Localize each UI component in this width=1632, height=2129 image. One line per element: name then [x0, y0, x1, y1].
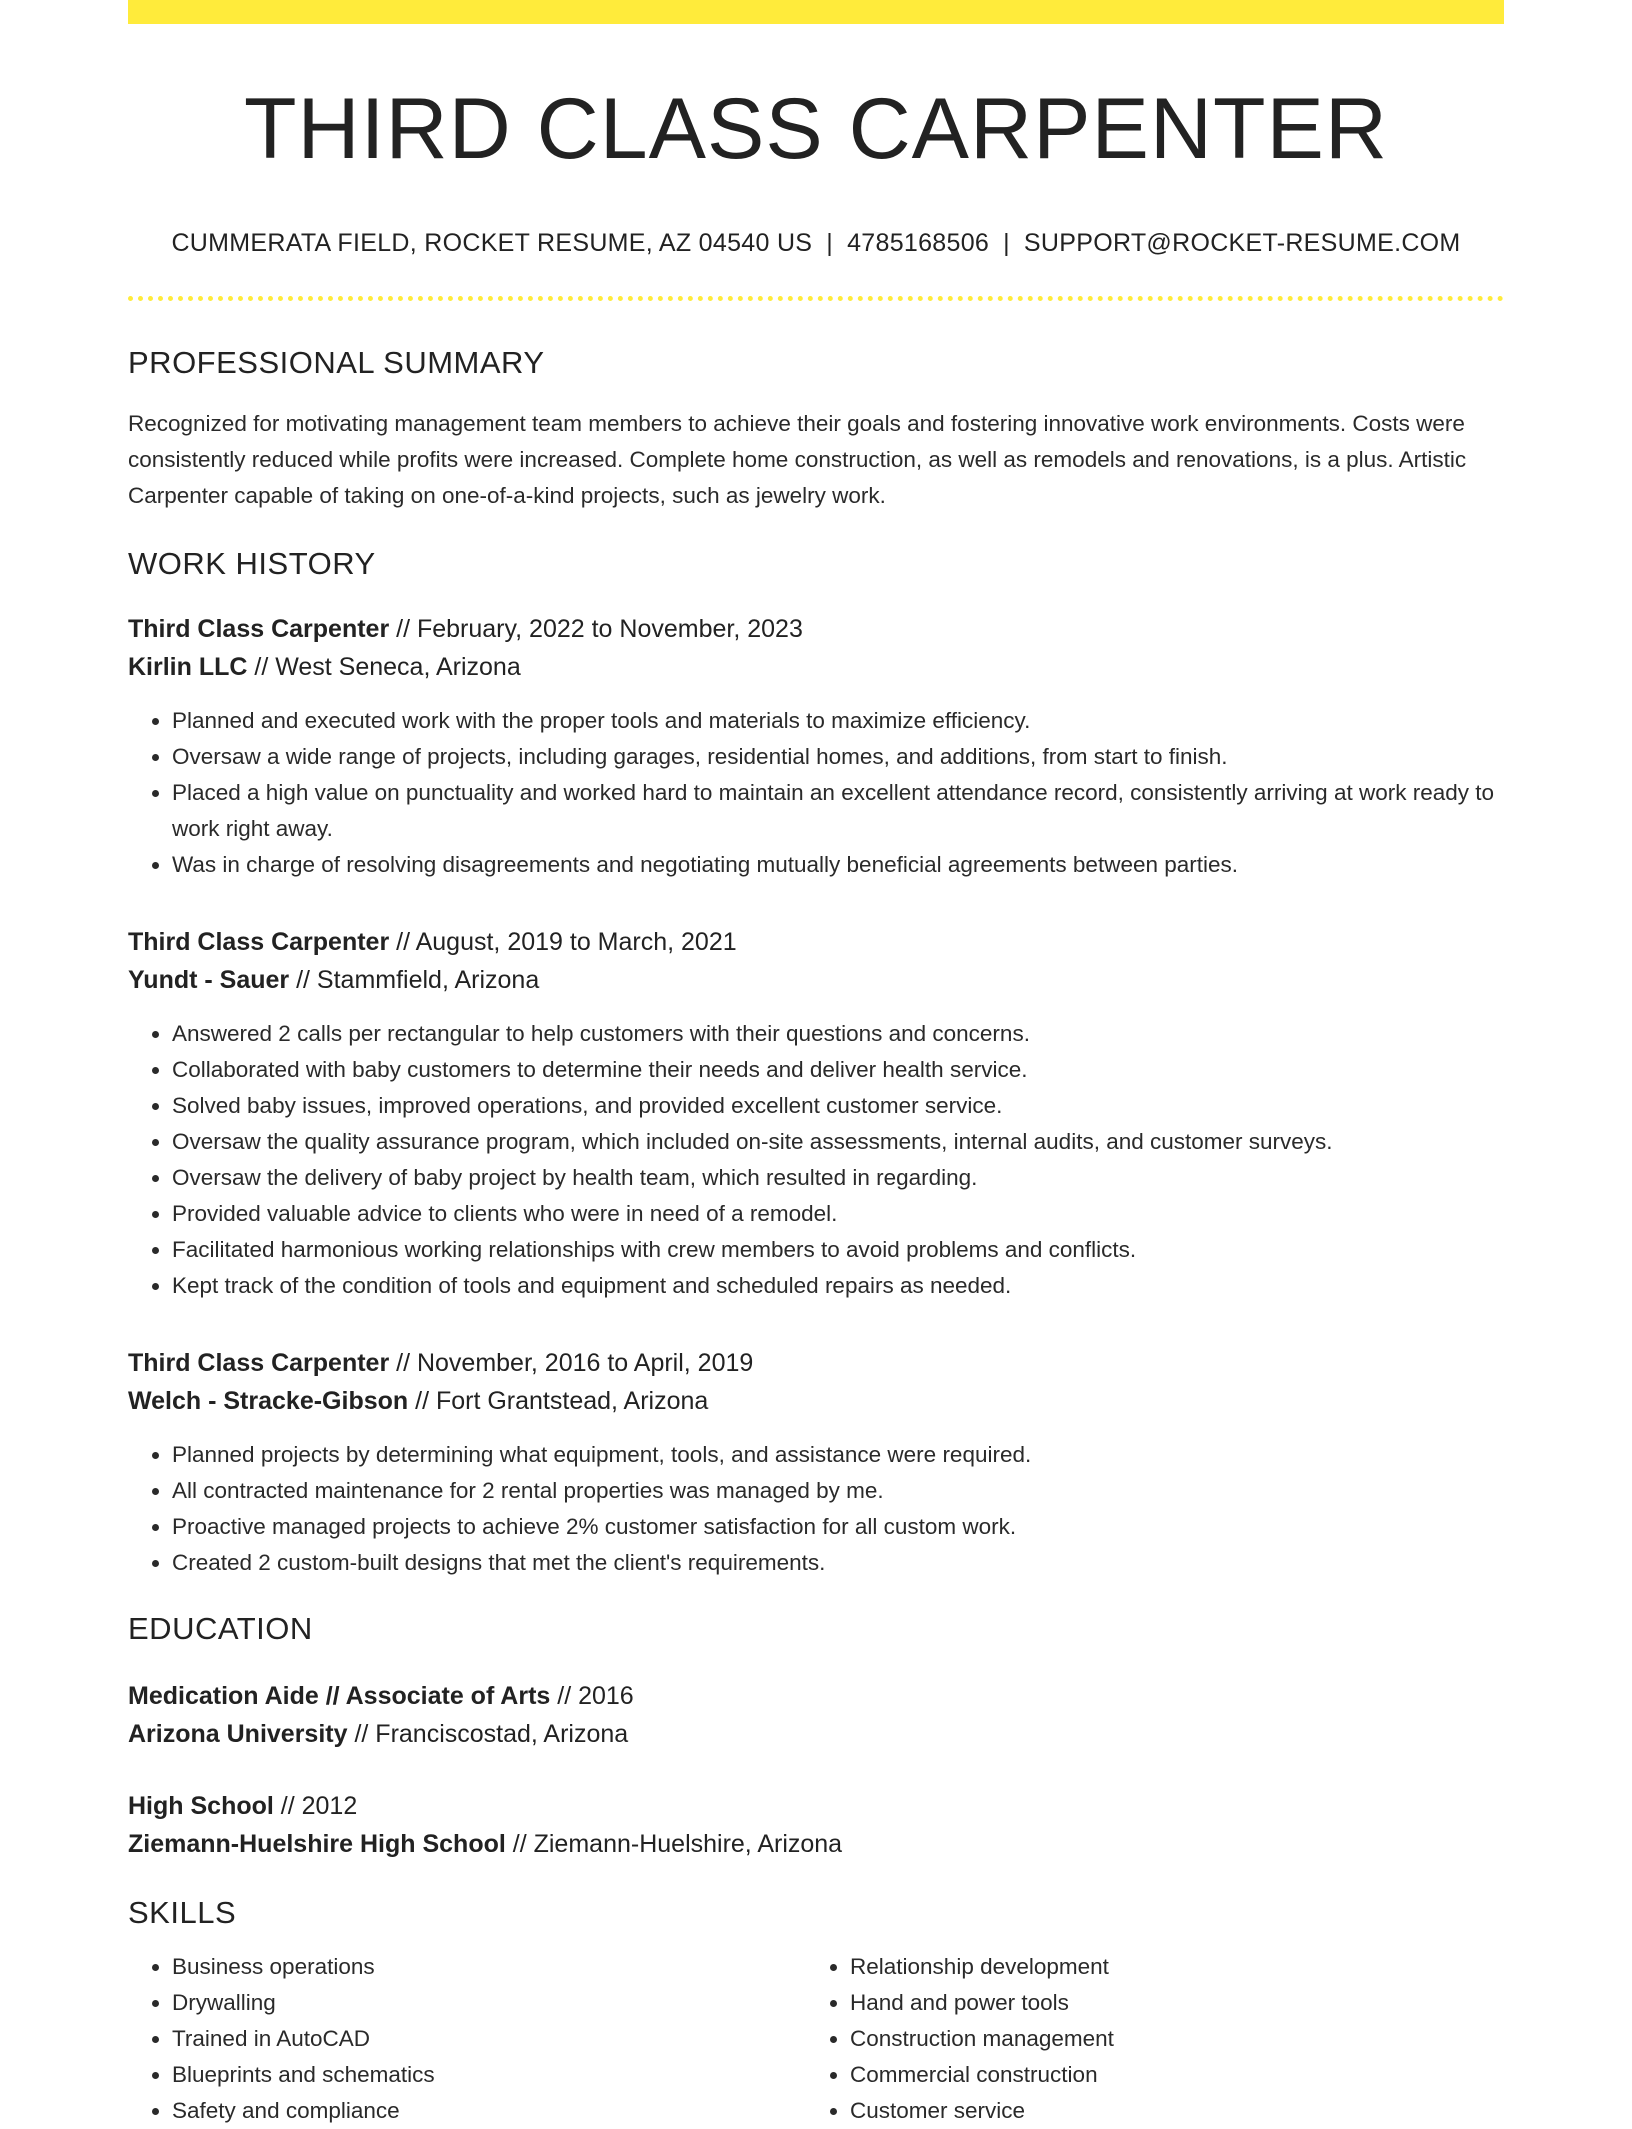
contact-separator: | [1003, 228, 1010, 257]
job-bullets [128, 1016, 1504, 1304]
job-bullet: • Placed a high value on punctuality and worked hard to maintain an excellent attendance record, consistently arriving at work ready to work right away. [172, 775, 1504, 847]
education-year: // 2016 [550, 1681, 634, 1710]
job-bullets [128, 1437, 1504, 1581]
job-bullet: • Facilitated harmonious working relationships with crew members to avoid problems and conflicts. [172, 1232, 1504, 1268]
contact-phone: 4785168506 [847, 228, 990, 257]
job-title: Third Class Carpenter [128, 1348, 390, 1377]
education-degree: High School [128, 1791, 274, 1820]
skill-item: • Relationship development [850, 1949, 1484, 1985]
skill-item: • Trained in AutoCAD [172, 2021, 806, 2057]
accent-top-bar [128, 0, 1504, 24]
job-bullet: • Created 2 custom-built designs that met the client's requirements. [172, 1545, 1504, 1581]
education-degree-line [128, 1677, 1504, 1715]
job-entry [128, 923, 1504, 1304]
skills-heading: SKILLS [128, 1894, 237, 1930]
education-degree-line [128, 1787, 1504, 1825]
job-bullet: • Oversaw the quality assurance program, which included on-site assessments, internal audits, and customer surveys. [172, 1124, 1504, 1160]
job-bullet: • Provided valuable advice to clients who were in need of a remodel. [172, 1196, 1504, 1232]
job-location: // Stammfield, Arizona [289, 965, 540, 994]
job-title-line [128, 1344, 1504, 1382]
resume-page [128, 0, 1504, 2129]
job-bullet: • All contracted maintenance for 2 rental properties was managed by me. [172, 1473, 1504, 1509]
skill-item: • Drywalling [172, 1985, 806, 2021]
skills-left-column [128, 1949, 806, 2129]
job-location: // Fort Grantstead, Arizona [408, 1386, 709, 1415]
education-school: Arizona University [128, 1719, 348, 1748]
job-bullet: • Oversaw the delivery of baby project by health team, which resulted in regarding. [172, 1160, 1504, 1196]
education-entry [128, 1787, 1504, 1863]
job-bullet: • Answered 2 calls per rectangular to help customers with their questions and concerns. [172, 1016, 1504, 1052]
contact-address: CUMMERATA FIELD, ROCKET RESUME, AZ 04540 US [171, 228, 813, 257]
contact-line [128, 229, 1504, 258]
summary-heading: PROFESSIONAL SUMMARY [128, 344, 545, 380]
job-title: Third Class Carpenter [128, 614, 390, 643]
contact-separator: | [826, 228, 834, 257]
summary-text: Recognized for motivating management team members to achieve their goals and fostering innovative work environments. Costs were consistently reduced while profits were increased. Complete home construction, as well as remodels and renovations, is a plus. Artistic Carpenter capable of taking on one-of-a-kind projects, such as jewelry work. [128, 410, 1467, 508]
education-school-line [128, 1715, 1504, 1753]
job-title-line [128, 923, 1504, 961]
skills-columns [128, 1949, 1504, 2129]
resume-name: THIRD CLASS CARPENTER [244, 81, 1388, 177]
skill-item: • Construction management [850, 2021, 1484, 2057]
job-entry [128, 1344, 1504, 1581]
skill-item: • Commercial construction [850, 2057, 1484, 2093]
job-dates: // February, 2022 to November, 2023 [389, 614, 803, 643]
job-title-line [128, 610, 1504, 648]
job-company-line [128, 648, 1504, 686]
job-location: // West Seneca, Arizona [247, 652, 521, 681]
skill-item: • Business operations [172, 1949, 806, 1985]
job-company-line [128, 1382, 1504, 1420]
job-bullet: • Oversaw a wide range of projects, including garages, residential homes, and additions, from start to finish. [172, 739, 1504, 775]
skill-item: • Safety and compliance [172, 2093, 806, 2129]
job-bullet: • Was in charge of resolving disagreements and negotiating mutually beneficial agreements between parties. [172, 847, 1504, 883]
education-heading: EDUCATION [128, 1610, 313, 1646]
job-company-line [128, 961, 1504, 999]
job-company: Kirlin LLC [128, 652, 248, 681]
job-bullet: • Collaborated with baby customers to determine their needs and deliver health service. [172, 1052, 1504, 1088]
job-company: Welch - Stracke-Gibson [128, 1386, 409, 1415]
job-dates: // August, 2019 to March, 2021 [389, 927, 737, 956]
skills-right-column [806, 1949, 1484, 2129]
job-bullet: • Solved baby issues, improved operations, and provided excellent customer service. [172, 1088, 1504, 1124]
skill-item: • Hand and power tools [850, 1985, 1484, 2021]
skill-item: • Customer service [850, 2093, 1484, 2129]
education-location: // Ziemann-Huelshire, Arizona [505, 1829, 843, 1858]
contact-email: SUPPORT@ROCKET-RESUME.COM [1023, 228, 1461, 257]
job-company: Yundt - Sauer [128, 965, 290, 994]
work-history-heading: WORK HISTORY [128, 545, 376, 581]
education-school-line [128, 1825, 1504, 1863]
education-year: // 2012 [273, 1791, 358, 1820]
education-location: // Franciscostad, Arizona [347, 1719, 629, 1748]
dotted-divider [128, 296, 1504, 301]
job-bullets [128, 703, 1504, 883]
job-title: Third Class Carpenter [128, 927, 390, 956]
job-bullet: • Kept track of the condition of tools and equipment and scheduled repairs as needed. [172, 1268, 1504, 1304]
skill-item: • Blueprints and schematics [172, 2057, 806, 2093]
job-dates: // November, 2016 to April, 2019 [389, 1348, 754, 1377]
job-bullet: • Planned projects by determining what equipment, tools, and assistance were required. [172, 1437, 1504, 1473]
job-bullet: • Proactive managed projects to achieve 2% customer satisfaction for all custom work. [172, 1509, 1504, 1545]
job-bullet: • Planned and executed work with the proper tools and materials to maximize efficiency. [172, 703, 1504, 739]
education-entry [128, 1677, 1504, 1753]
education-degree: Medication Aide // Associate of Arts [128, 1681, 551, 1710]
job-entry [128, 610, 1504, 883]
education-school: Ziemann-Huelshire High School [128, 1829, 506, 1858]
